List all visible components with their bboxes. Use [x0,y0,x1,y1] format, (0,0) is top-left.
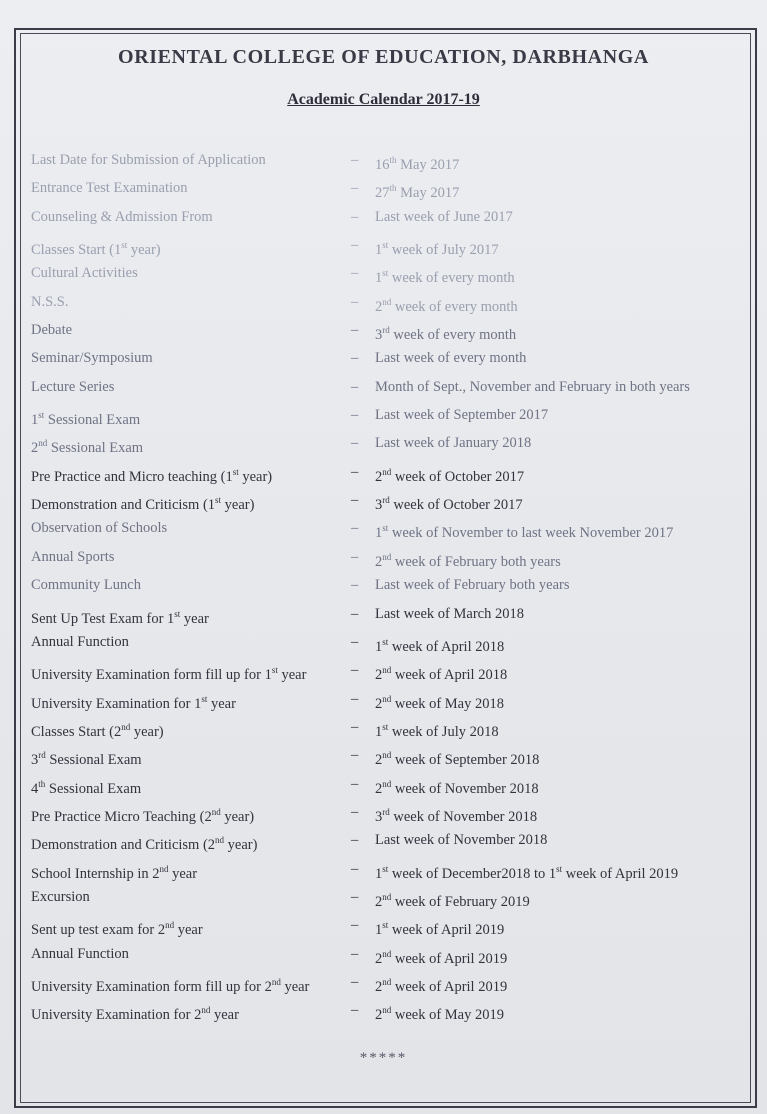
calendar-row [0,628,767,656]
ordinal-suffix: st [382,268,389,279]
calendar-row [0,401,767,429]
event-name: Demonstration and Criticism (1st year) [31,495,255,513]
ordinal-suffix: nd [271,976,281,987]
event-name: University Examination form fill up for 2nd year [31,976,310,995]
separator-dash: – [351,492,359,509]
ordinal-suffix: st [201,693,208,704]
separator-dash: – [351,180,359,197]
calendar-row [0,429,767,457]
ordinal-suffix: st [382,240,389,251]
event-name: 3rd Sessional Exam [31,750,142,769]
event-date: Last week of March 2018 [375,605,524,622]
separator-dash: – [351,945,359,962]
college-title: ORIENTAL COLLEGE OF EDUCATION, DARBHANGA [118,46,649,68]
event-name: Last Date for Submission of Application [31,152,266,168]
ordinal-suffix: nd [121,721,131,732]
separator-dash: – [351,888,359,905]
event-date: 2nd week of October 2017 [375,466,525,485]
separator-dash: – [351,237,359,254]
calendar-row [0,855,767,883]
calendar-row [0,741,767,769]
calendar-row [0,458,767,486]
event-name: Annual Sports [31,548,115,565]
event-date: 2nd week of April 2018 [375,665,508,684]
event-date: Last week of every month [375,350,527,367]
ordinal-suffix: rd [38,750,46,761]
separator-dash: – [351,633,359,650]
event-name: Classes Start (2nd year) [31,721,164,740]
separator-dash: – [351,265,359,282]
event-date: 2nd week of February 2019 [375,891,530,910]
separator-dash: – [351,860,359,877]
ordinal-suffix: st [174,608,181,619]
event-date: 2nd week of September 2018 [375,750,540,769]
separator-dash: – [351,832,359,849]
ordinal-suffix: st [382,523,389,534]
calendar-title-wrap [0,91,767,109]
calendar-row [0,486,767,514]
event-date: 1st week of April 2019 [375,920,505,939]
ordinal-suffix: nd [382,1005,392,1016]
event-name: Observation of Schools [31,520,168,537]
event-name: Seminar/Symposium [31,350,153,367]
separator-dash: – [351,407,359,424]
calendar-row [0,203,767,231]
calendar-row [0,713,767,741]
calendar-row [0,146,767,174]
calendar-row [0,798,767,826]
calendar-row [0,968,767,996]
ordinal-suffix: nd [382,750,392,761]
ordinal-suffix: st [382,863,389,874]
calendar-row [0,770,767,798]
event-name: Sent up test exam for 2nd year [31,920,203,939]
event-name: University Examination for 1st year [31,693,236,712]
separator-dash: – [351,293,359,310]
calendar-row [0,514,767,542]
ordinal-suffix: nd [382,551,392,562]
event-name: Annual Function [31,633,129,650]
ordinal-suffix: st [556,863,563,874]
calendar-row [0,174,767,202]
separator-dash: – [351,463,359,480]
ordinal-suffix: nd [382,891,392,902]
calendar-row [0,996,767,1024]
calendar-row [0,911,767,939]
event-name: N.S.S. [31,293,69,310]
event-name: 1st Sessional Exam [31,410,141,428]
event-date: 2nd week of May 2018 [375,693,504,712]
event-date: 16th May 2017 [375,155,460,173]
separator-dash: – [351,577,359,594]
calendar-row [0,231,767,259]
ordinal-suffix: nd [382,976,392,987]
calendar-row [0,883,767,911]
separator-dash: – [351,917,359,934]
event-name: Demonstration and Criticism (2nd year) [31,835,258,854]
ordinal-suffix: nd [201,1005,211,1016]
separator-dash: – [351,322,359,339]
ordinal-suffix: nd [382,665,392,676]
calendar-row [0,373,767,401]
event-date: 2nd week of February both years [375,551,561,570]
calendar-row [0,344,767,372]
event-date: 1st week of July 2018 [375,721,499,740]
ordinal-suffix: st [232,466,239,477]
event-name: Classes Start (1st year) [31,240,161,258]
calendar-row [0,940,767,968]
ordinal-suffix: nd [382,296,392,307]
calendar-row [0,316,767,344]
event-date: 1st week of July 2017 [375,240,499,258]
event-name: Pre Practice Micro Teaching (2nd year) [31,806,255,825]
event-date: 2nd week of every month [375,296,518,315]
ordinal-suffix: nd [382,693,392,704]
event-name: University Examination form fill up for 1st year [31,665,307,684]
ordinal-suffix: th [38,778,46,789]
event-name: Counseling & Admission From [31,208,213,225]
calendar-row [0,543,767,571]
end-stars: ***** [359,1050,408,1066]
ordinal-suffix: st [382,920,389,931]
event-date: Last week of June 2017 [375,208,513,225]
event-date: 2nd week of April 2019 [375,948,508,967]
event-date: Last week of February both years [375,577,570,594]
event-date: 1st week of April 2018 [375,636,505,655]
separator-dash: – [351,520,359,537]
event-name: Sent Up Test Exam for 1st year [31,608,209,627]
event-date: Month of Sept., November and February in both years [375,378,690,395]
event-date: 2nd week of April 2019 [375,976,508,995]
separator-dash: – [351,1002,359,1019]
ordinal-suffix: st [382,636,389,647]
event-date: Last week of September 2017 [375,407,549,424]
ordinal-suffix: st [38,410,45,421]
ordinal-suffix: nd [215,835,225,846]
calendar-row [0,288,767,316]
event-date: Last week of January 2018 [375,435,532,452]
ordinal-suffix: rd [382,495,390,506]
separator-dash: – [351,350,359,367]
calendar-title: Academic Calendar 2017-19 [287,91,480,108]
event-date: 3rd week of every month [375,325,517,343]
event-date: 1st week of December2018 to 1st week of April 2019 [375,863,679,882]
event-date: 3rd week of November 2018 [375,806,538,825]
calendar-row [0,259,767,287]
ordinal-suffix: rd [382,325,390,336]
ordinal-suffix: nd [382,948,392,959]
separator-dash: – [351,435,359,452]
event-name: 2nd Sessional Exam [31,438,144,457]
event-name: Annual Function [31,945,129,962]
calendar-row [0,826,767,854]
event-date: 27th May 2017 [375,183,460,202]
separator-dash: – [351,152,359,168]
ordinal-suffix: st [382,721,389,732]
ordinal-suffix: st [121,240,128,251]
separator-dash: – [351,690,359,707]
separator-dash: – [351,718,359,735]
ordinal-suffix: nd [38,438,48,449]
separator-dash: – [351,548,359,565]
ordinal-suffix: rd [382,806,390,817]
calendar-row [0,600,767,628]
event-name: Excursion [31,888,90,905]
event-date: 1st week of every month [375,268,515,287]
calendar-row [0,571,767,599]
event-name: School Internship in 2nd year [31,863,198,882]
event-date: 1st week of November to last week November 2017 [375,523,674,542]
event-name: Lecture Series [31,378,115,395]
separator-dash: – [351,803,359,820]
ordinal-suffix: th [389,183,397,194]
separator-dash: – [351,662,359,679]
event-name: Debate [31,322,73,339]
calendar-row [0,656,767,684]
event-name: Pre Practice and Micro teaching (1st year) [31,466,273,485]
ordinal-suffix: nd [382,466,392,477]
separator-dash: – [351,747,359,764]
event-name: Community Lunch [31,577,141,594]
calendar-list [0,146,767,1025]
ordinal-suffix: nd [211,806,221,817]
ordinal-suffix: st [215,495,222,506]
ordinal-suffix: th [389,155,397,165]
separator-dash: – [351,605,359,622]
separator-dash: – [351,775,359,792]
separator-dash: – [351,378,359,395]
event-name: 4th Sessional Exam [31,778,142,797]
event-date: 2nd week of May 2019 [375,1005,504,1024]
separator-dash: – [351,208,359,225]
separator-dash: – [351,973,359,990]
ordinal-suffix: st [271,665,278,676]
event-name: Cultural Activities [31,265,138,282]
event-date: 2nd week of November 2018 [375,778,539,797]
calendar-row [0,685,767,713]
event-date: Last week of November 2018 [375,832,548,849]
event-date: 3rd week of October 2017 [375,495,523,513]
ordinal-suffix: nd [165,920,175,931]
event-name: Entrance Test Examination [31,180,188,197]
ordinal-suffix: nd [159,863,169,874]
ordinal-suffix: nd [382,778,392,789]
event-name: University Examination for 2nd year [31,1005,239,1024]
